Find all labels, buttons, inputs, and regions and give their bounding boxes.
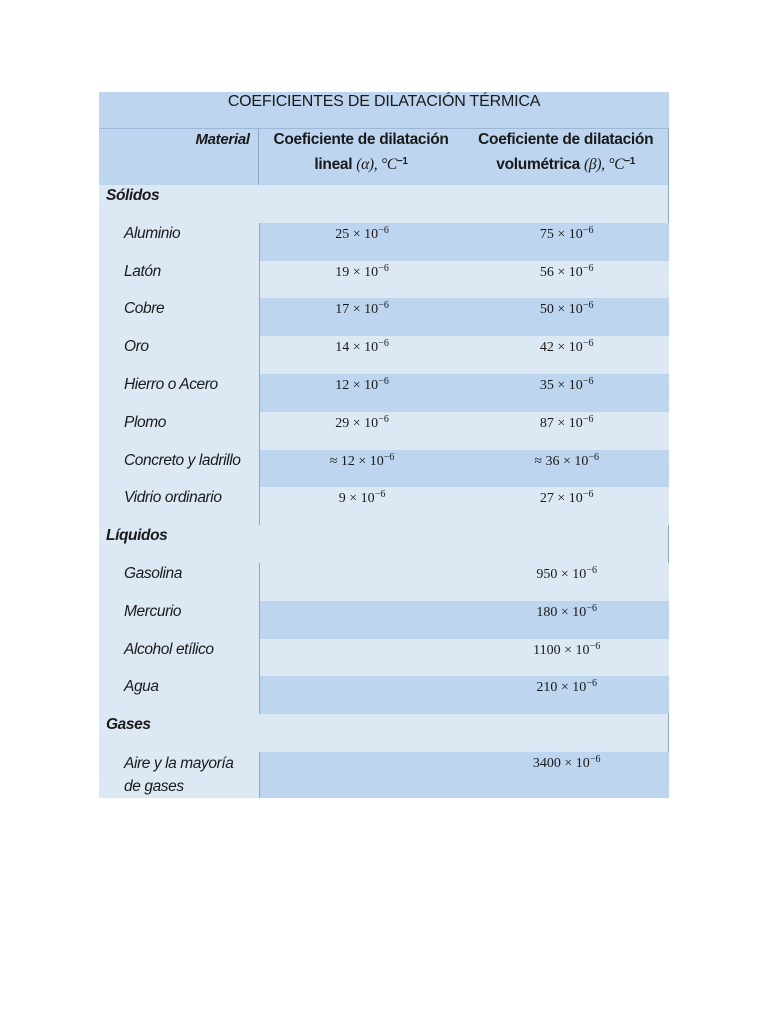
table-title-text: COEFICIENTES DE DILATACIÓN TÉRMICA: [227, 93, 541, 110]
linear-value: [259, 298, 465, 336]
section-label: Líquidos: [99, 525, 259, 563]
linear-mantissa: 12 × 10: [335, 377, 379, 393]
section-label: Sólidos: [99, 185, 259, 223]
vol-mantissa: 35 × 10: [539, 377, 583, 393]
material-name: Agua: [99, 676, 259, 714]
vol-mantissa: 950 × 10: [536, 566, 587, 582]
linear-mantissa: 14 × 10: [335, 340, 379, 356]
material-name: Hierro o Acero: [99, 374, 259, 412]
table-row: [99, 261, 669, 299]
vol-mantissa: 180 × 10: [536, 604, 587, 620]
linear-exponent: −6: [374, 489, 386, 501]
linear-exponent: −6: [383, 451, 395, 463]
linear-value: [259, 450, 465, 488]
material-name: Vidrio ordinario: [99, 487, 259, 525]
vol-exponent: −6: [589, 753, 601, 765]
material-name-line2: de gases: [124, 777, 184, 795]
empty-cell: [463, 714, 669, 752]
linear-value: [259, 336, 465, 374]
volumetric-value: [464, 223, 669, 261]
empty-cell: [259, 714, 464, 752]
table-row: [99, 563, 669, 601]
linear-value: [259, 412, 465, 450]
empty-cell: [463, 525, 669, 563]
vol-mantissa: 1100 × 10: [533, 642, 590, 658]
volumetric-value: [464, 752, 669, 798]
header-linear-line1: Coeficiente de dilatación: [273, 131, 449, 148]
linear-value: [259, 223, 465, 261]
header-vol-exp: −1: [624, 156, 636, 167]
vol-exponent: −6: [589, 640, 601, 652]
linear-value: [259, 487, 465, 525]
linear-value: [259, 374, 465, 412]
empty-cell: [259, 525, 464, 563]
header-linear-word: lineal: [314, 156, 353, 173]
vol-exponent: −6: [582, 262, 594, 274]
vol-mantissa: 87 × 10: [539, 415, 583, 431]
table-row: [99, 223, 669, 261]
material-name: Alcohol etílico: [99, 639, 259, 677]
vol-exponent: −6: [582, 300, 594, 312]
material-name-line1: Aire y la mayoría: [124, 754, 234, 772]
header-row: [99, 129, 669, 185]
volumetric-value: [464, 412, 669, 450]
linear-mantissa: ≈ 12 × 10: [329, 453, 384, 469]
vol-exponent: −6: [582, 413, 594, 425]
table-row: [99, 450, 669, 488]
linear-value: [259, 563, 465, 601]
linear-value: [259, 261, 465, 299]
material-name: Gasolina: [99, 563, 259, 601]
vol-mantissa: 75 × 10: [539, 226, 583, 242]
vol-mantissa: 210 × 10: [536, 680, 587, 696]
vol-mantissa: 50 × 10: [539, 302, 583, 318]
empty-cell: [463, 185, 669, 223]
material-name: Aluminio: [99, 223, 259, 261]
linear-mantissa: 17 × 10: [335, 302, 379, 318]
linear-value: [259, 752, 465, 798]
header-linear: [259, 129, 464, 185]
table-row: [99, 336, 669, 374]
table-row: [99, 298, 669, 336]
material-name: [99, 752, 259, 798]
linear-exponent: −6: [378, 413, 389, 425]
volumetric-value: [464, 639, 669, 677]
table-row: [99, 676, 669, 714]
thermal-expansion-table: [99, 92, 669, 798]
linear-mantissa: 9 × 10: [338, 491, 375, 507]
header-linear-line2: [259, 151, 464, 176]
vol-mantissa: 56 × 10: [539, 264, 583, 280]
vol-mantissa: 3400 × 10: [532, 755, 590, 771]
vol-exponent: −6: [588, 451, 600, 463]
linear-exponent: −6: [378, 338, 389, 350]
volumetric-value: [464, 336, 669, 374]
volumetric-value: [464, 487, 669, 525]
table-row: [99, 752, 669, 798]
header-linear-symbol: (α), °C: [356, 156, 397, 173]
volumetric-value: [464, 563, 669, 601]
linear-value: [259, 639, 465, 677]
material-name: Mercurio: [99, 601, 259, 639]
volumetric-value: [464, 298, 669, 336]
vol-exponent: −6: [582, 338, 594, 350]
volumetric-value: [464, 676, 669, 714]
table-row: [99, 374, 669, 412]
volumetric-value: [464, 374, 669, 412]
vol-mantissa: ≈ 36 × 10: [534, 453, 589, 469]
vol-exponent: −6: [582, 224, 594, 236]
linear-exponent: −6: [378, 375, 389, 387]
header-vol-word: volumétrica: [496, 156, 581, 173]
section-row-gases: [99, 714, 669, 752]
linear-value: [259, 601, 465, 639]
header-linear-exp: −1: [396, 156, 408, 167]
material-name: Latón: [99, 261, 259, 299]
table-row: [99, 412, 669, 450]
vol-exponent: −6: [586, 564, 597, 576]
vol-mantissa: 42 × 10: [539, 340, 583, 356]
volumetric-value: [464, 601, 669, 639]
linear-mantissa: 25 × 10: [335, 226, 379, 242]
volumetric-value: [464, 450, 669, 488]
table-row: [99, 601, 669, 639]
material-name: Cobre: [99, 298, 259, 336]
linear-exponent: −6: [378, 262, 389, 274]
table-row: [99, 487, 669, 525]
vol-exponent: −6: [582, 489, 594, 501]
material-name: Concreto y ladrillo: [99, 450, 259, 488]
empty-cell: [259, 185, 464, 223]
linear-mantissa: 29 × 10: [335, 415, 379, 431]
header-material: Material: [99, 129, 259, 185]
material-name: Oro: [99, 336, 259, 374]
vol-exponent: −6: [586, 602, 597, 614]
section-row-liquids: [99, 525, 669, 563]
material-name: Plomo: [99, 412, 259, 450]
linear-exponent: −6: [378, 300, 389, 312]
table-row: [99, 639, 669, 677]
section-label: Gases: [99, 714, 259, 752]
vol-exponent: −6: [586, 678, 597, 690]
header-vol-symbol: (β), °C: [584, 156, 625, 173]
header-volumetric: [463, 129, 669, 185]
linear-mantissa: 19 × 10: [335, 264, 379, 280]
section-row-solids: [99, 185, 669, 223]
linear-value: [259, 676, 465, 714]
header-vol-line2: [463, 151, 668, 176]
vol-mantissa: 27 × 10: [539, 491, 583, 507]
vol-exponent: −6: [582, 375, 594, 387]
linear-exponent: −6: [378, 224, 389, 236]
volumetric-value: [464, 261, 669, 299]
header-vol-line1: Coeficiente de dilatación: [478, 131, 654, 148]
table-title: [99, 92, 669, 129]
